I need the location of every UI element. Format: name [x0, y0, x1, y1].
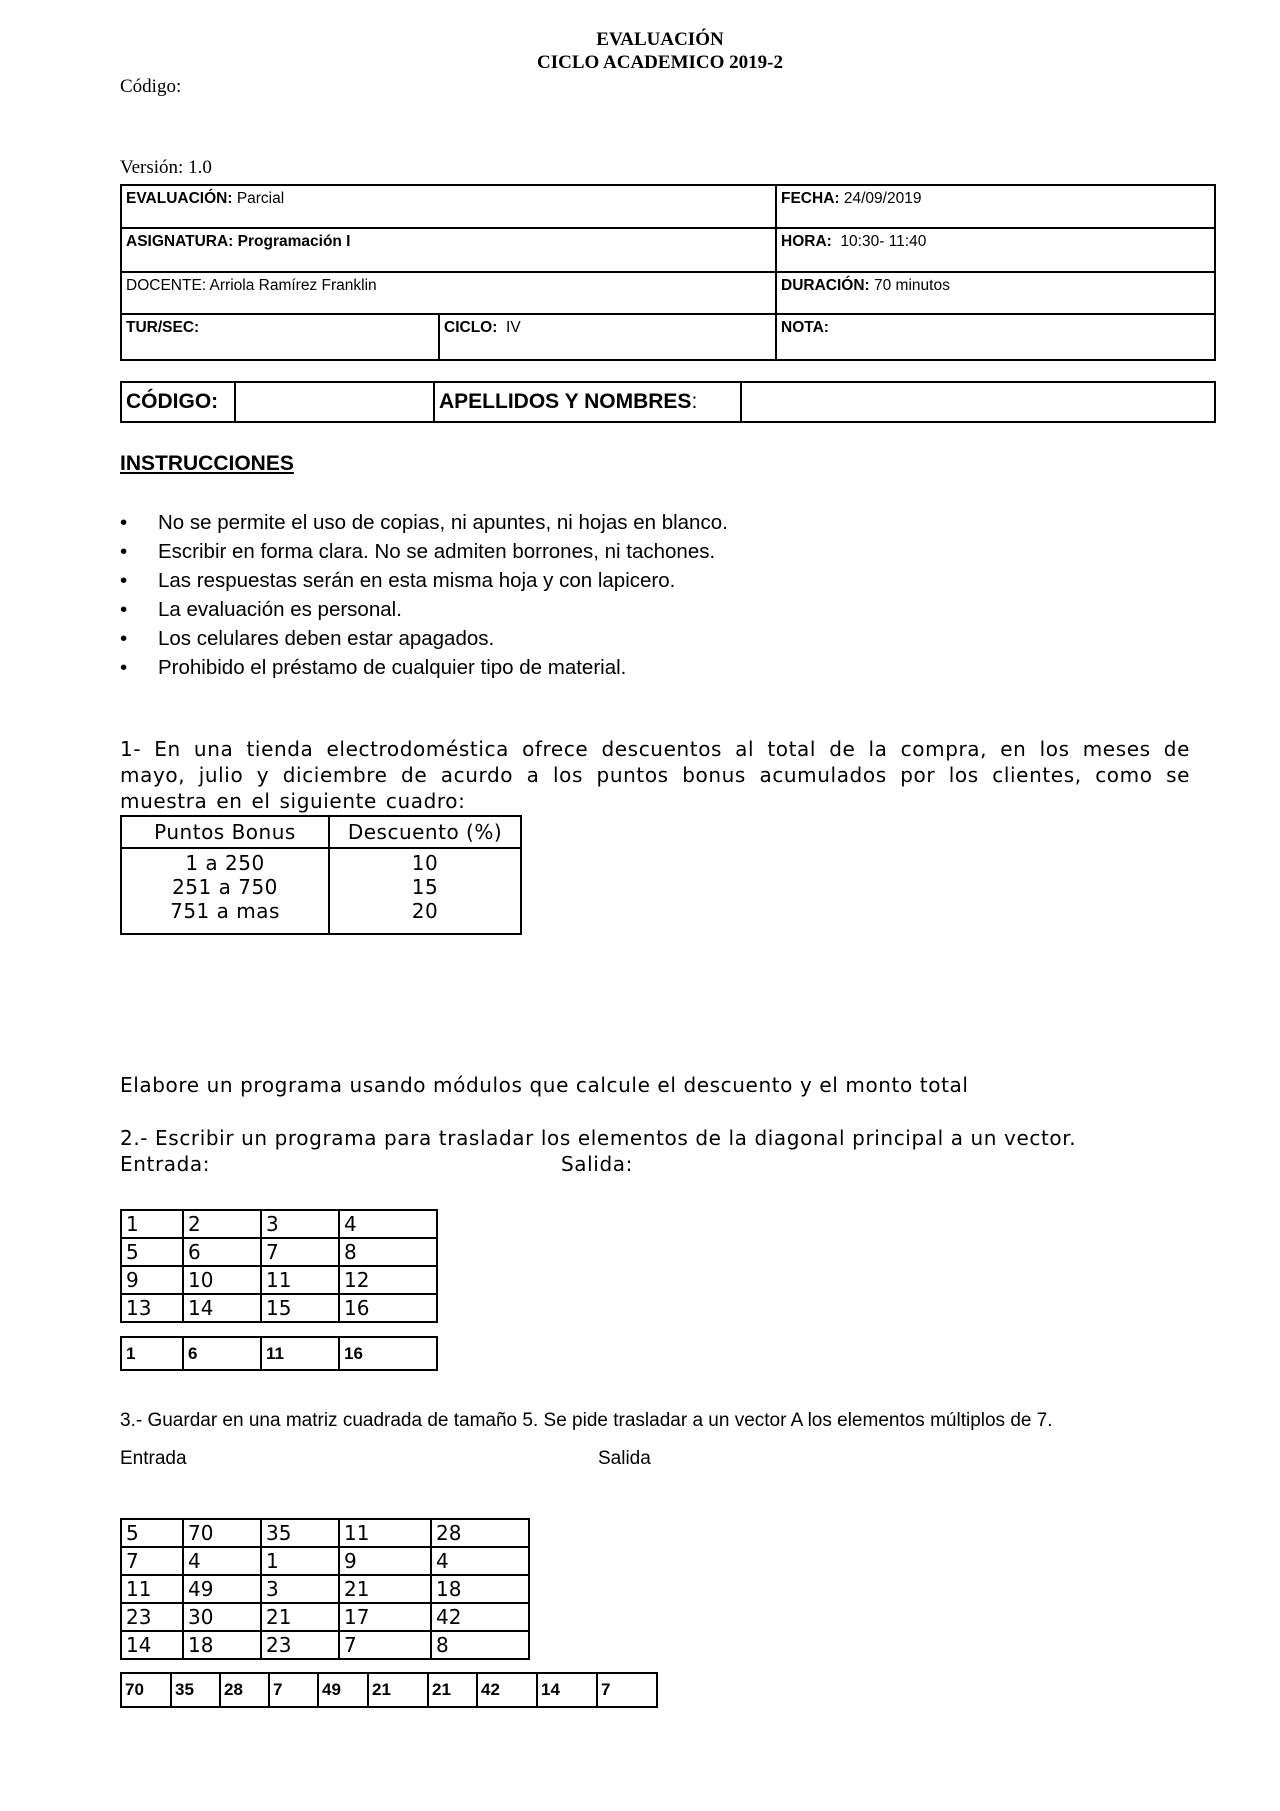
question-3-vector [120, 1672, 658, 1708]
matrix-cell: 9 [339, 1547, 431, 1575]
ciclo-cell [439, 314, 776, 360]
vector-cell: 21 [368, 1673, 428, 1707]
matrix-cell: 5 [121, 1238, 183, 1266]
matrix-cell: 8 [339, 1238, 437, 1266]
matrix-cell: 14 [121, 1631, 183, 1659]
matrix-row [121, 1266, 437, 1294]
matrix-cell: 14 [183, 1294, 261, 1322]
matrix-cell: 9 [121, 1266, 183, 1294]
bonus-header-puntos: Puntos Bonus [121, 816, 329, 848]
version-label: Versión: 1.0 [120, 157, 212, 178]
duracion-cell [776, 272, 1215, 314]
codigo-field-input[interactable] [235, 382, 434, 422]
matrix-cell: 49 [183, 1575, 261, 1603]
matrix-cell: 28 [431, 1519, 529, 1547]
tursec-cell [121, 314, 439, 360]
bonus-discount-table [120, 815, 522, 935]
hora-value: 10:30- 11:40 [840, 233, 927, 250]
matrix-cell: 4 [339, 1210, 437, 1238]
evaluacion-cell [121, 185, 776, 228]
asignatura-cell [121, 228, 776, 272]
matrix-row [121, 1210, 437, 1238]
question-2-text: 2.- Escribir un programa para trasladar los elementos de la diagonal principal a un vector. [120, 1126, 1077, 1150]
bonus-discounts-cell [329, 848, 521, 934]
instruction-text: Los celulares deben estar apagados. [158, 627, 495, 650]
instruction-item [120, 508, 728, 537]
codigo-field-label: CÓDIGO: [121, 382, 235, 422]
matrix-row [121, 1519, 529, 1547]
duracion-value: 70 minutos [874, 277, 950, 294]
matrix-cell: 7 [261, 1238, 339, 1266]
matrix-cell: 7 [121, 1547, 183, 1575]
nota-cell [776, 314, 1215, 360]
bullet-icon: • [120, 627, 128, 650]
nombres-label-colon: : [691, 390, 698, 413]
instruction-item [120, 537, 728, 566]
vector-cell: 49 [318, 1673, 368, 1707]
matrix-row [121, 1294, 437, 1322]
matrix-cell: 35 [261, 1519, 339, 1547]
matrix-row [121, 1631, 529, 1659]
codigo-label: Código: [120, 76, 182, 97]
matrix-row [121, 1603, 529, 1631]
duracion-label: DURACIÓN: [781, 277, 870, 294]
instruction-text: Las respuestas serán en esta misma hoja y con lapicero. [158, 569, 676, 592]
bonus-ranges-cell [121, 848, 329, 934]
matrix-cell: 1 [121, 1210, 183, 1238]
bonus-discount: 20 [411, 899, 439, 923]
instructions-heading: INSTRUCCIONES [120, 452, 294, 475]
vector-cell: 7 [269, 1673, 318, 1707]
matrix-row [121, 1238, 437, 1266]
question-3-salida-label: Salida [598, 1448, 651, 1469]
matrix-cell: 7 [339, 1631, 431, 1659]
matrix-cell: 18 [431, 1575, 529, 1603]
nombres-label-text: APELLIDOS Y NOMBRES [439, 390, 692, 413]
bullet-icon: • [120, 540, 128, 563]
matrix-cell: 15 [261, 1294, 339, 1322]
matrix-cell: 3 [261, 1210, 339, 1238]
ciclo-label: CICLO: [444, 319, 498, 336]
instruction-item [120, 653, 728, 682]
docente-cell: DOCENTE: Arriola Ramírez Franklin [121, 272, 776, 314]
matrix-cell: 13 [121, 1294, 183, 1322]
question-1-task: Elabore un programa usando módulos que calcule el descuento y el monto total [120, 1073, 969, 1097]
bonus-range: 751 a mas [170, 899, 280, 923]
nota-label: NOTA: [781, 319, 829, 336]
title-line-2: CICLO ACADEMICO 2019-2 [537, 52, 783, 73]
document-title [0, 28, 1280, 74]
matrix-cell: 3 [261, 1575, 339, 1603]
fecha-cell [776, 185, 1215, 228]
evaluacion-value: Parcial [236, 190, 285, 207]
matrix-cell: 21 [339, 1575, 431, 1603]
matrix-cell: 18 [183, 1631, 261, 1659]
instruction-item [120, 624, 728, 653]
question-3-text: 3.- Guardar en una matriz cuadrada de tamaño 5. Se pide trasladar a un vector A los elementos múltiplos de 7. [120, 1410, 1053, 1431]
instruction-text: No se permite el uso de copias, ni apuntes, ni hojas en blanco. [158, 511, 728, 534]
matrix-cell: 11 [339, 1519, 431, 1547]
question-2-salida-label: Salida: [561, 1152, 633, 1176]
vector-cell: 16 [339, 1337, 437, 1370]
matrix-cell: 23 [261, 1631, 339, 1659]
vector-cell: 42 [477, 1673, 537, 1707]
instruction-text: La evaluación es personal. [158, 598, 402, 621]
student-info-table [120, 381, 1216, 423]
matrix-cell: 8 [431, 1631, 529, 1659]
instruction-text: Prohibido el préstamo de cualquier tipo de material. [158, 656, 627, 679]
vector-cell: 28 [220, 1673, 269, 1707]
question-2-matrix [120, 1209, 438, 1323]
nombres-field-input[interactable] [741, 382, 1215, 422]
matrix-cell: 1 [261, 1547, 339, 1575]
matrix-cell: 2 [183, 1210, 261, 1238]
bullet-icon: • [120, 656, 128, 679]
fecha-label: FECHA: [781, 190, 840, 207]
exam-header-table [120, 184, 1216, 361]
vector-cell: 21 [428, 1673, 477, 1707]
instructions-list [120, 508, 728, 682]
vector-row [121, 1673, 657, 1707]
matrix-cell: 5 [121, 1519, 183, 1547]
instruction-item [120, 566, 728, 595]
hora-label: HORA: [781, 233, 832, 250]
question-3-matrix [120, 1518, 530, 1660]
question-2-vector [120, 1336, 438, 1371]
instruction-item [120, 595, 728, 624]
vector-cell: 6 [183, 1337, 261, 1370]
vector-cell: 70 [121, 1673, 171, 1707]
bonus-discount: 15 [411, 875, 439, 899]
question-3-entrada-label: Entrada [120, 1448, 187, 1469]
fecha-value: 24/09/2019 [843, 190, 922, 207]
matrix-row [121, 1575, 529, 1603]
vector-cell: 11 [261, 1337, 339, 1370]
vector-row [121, 1337, 437, 1370]
bullet-icon: • [120, 511, 128, 534]
vector-cell: 7 [597, 1673, 657, 1707]
ciclo-value: IV [506, 319, 521, 336]
question-1-text: 1- En una tienda electrodoméstica ofrece descuentos al total de la compra, en los meses de mayo, julio y diciembre de acurdo a los puntos bonus acumulados por los clientes, como se muestra en el siguiente cuadro: [120, 737, 1190, 813]
bullet-icon: • [120, 569, 128, 592]
title-line-1: EVALUACIÓN [596, 29, 724, 50]
bonus-header-descuento: Descuento (%) [329, 816, 521, 848]
matrix-cell: 17 [339, 1603, 431, 1631]
matrix-cell: 12 [339, 1266, 437, 1294]
question-2-entrada-label: Entrada: [120, 1152, 211, 1176]
matrix-row [121, 1547, 529, 1575]
vector-cell: 35 [171, 1673, 220, 1707]
matrix-cell: 10 [183, 1266, 261, 1294]
vector-cell: 14 [537, 1673, 597, 1707]
tursec-label: TUR/SEC: [126, 319, 200, 336]
evaluacion-label: EVALUACIÓN: [126, 190, 233, 207]
matrix-cell: 42 [431, 1603, 529, 1631]
matrix-cell: 4 [431, 1547, 529, 1575]
matrix-cell: 30 [183, 1603, 261, 1631]
hora-cell [776, 228, 1215, 272]
instruction-text: Escribir en forma clara. No se admiten borrones, ni tachones. [158, 540, 716, 563]
matrix-cell: 11 [261, 1266, 339, 1294]
matrix-cell: 6 [183, 1238, 261, 1266]
bonus-range: 1 a 250 [185, 851, 265, 875]
vector-cell: 1 [121, 1337, 183, 1370]
asignatura-label: ASIGNATURA: [126, 233, 234, 250]
matrix-cell: 21 [261, 1603, 339, 1631]
bonus-discount: 10 [411, 851, 439, 875]
matrix-cell: 23 [121, 1603, 183, 1631]
matrix-cell: 4 [183, 1547, 261, 1575]
matrix-cell: 70 [183, 1519, 261, 1547]
matrix-cell: 11 [121, 1575, 183, 1603]
matrix-cell: 16 [339, 1294, 437, 1322]
asignatura-value: Programación I [237, 233, 351, 250]
nombres-field-label [434, 382, 741, 422]
bonus-range: 251 a 750 [172, 875, 278, 899]
bullet-icon: • [120, 598, 128, 621]
